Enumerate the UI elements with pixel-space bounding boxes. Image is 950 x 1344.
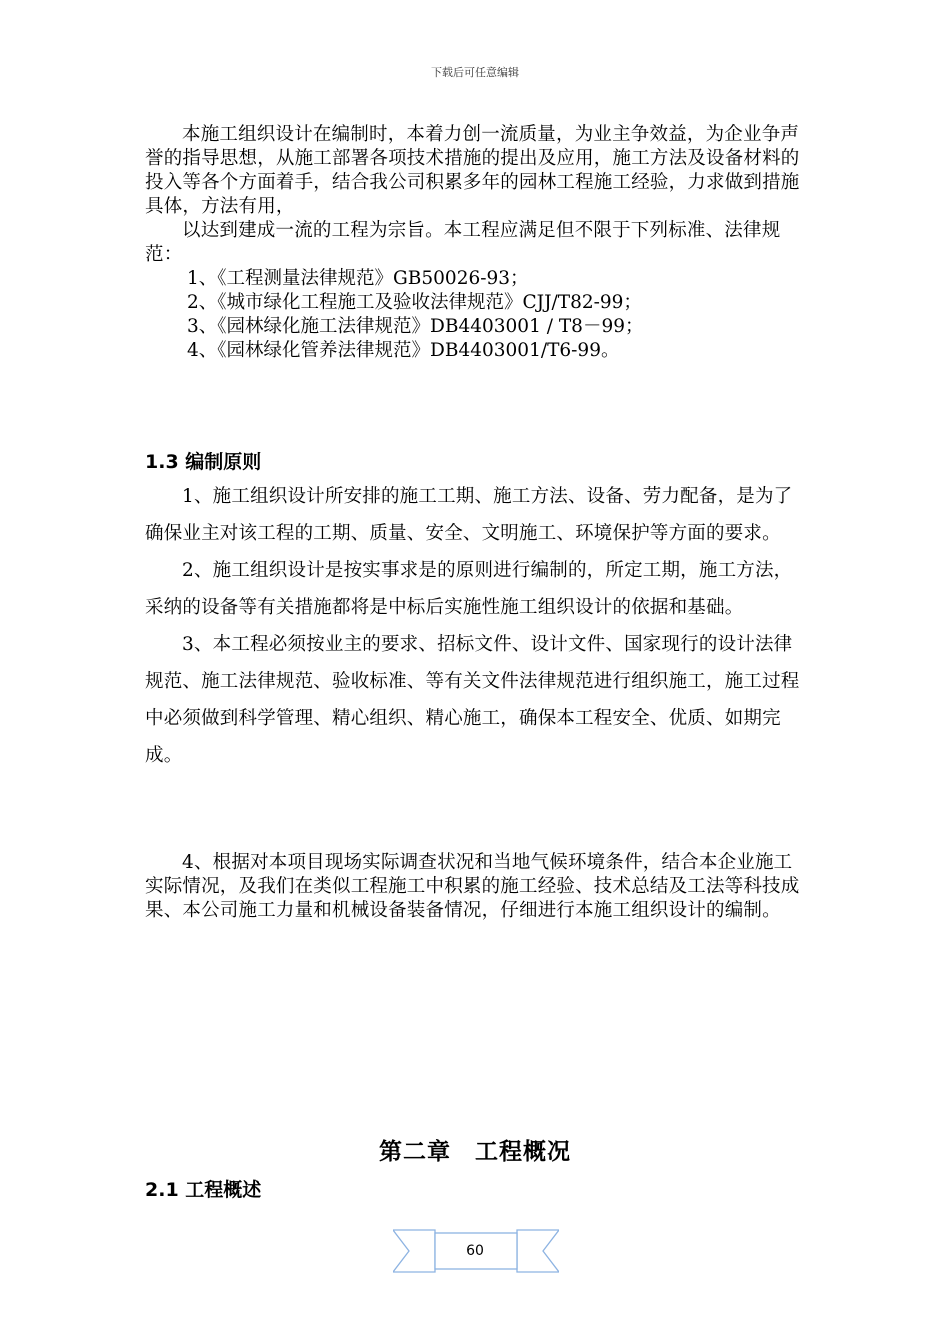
header-note: 下载后可任意编辑 <box>431 66 519 79</box>
principle-item-1: 1、施工组织设计所安排的施工工期、施工方法、设备、劳力配备，是为了确保业主对该工程的工期、质量、安全、文明施工、环境保护等方面的要求。 <box>145 486 793 544</box>
section-heading-2-1: 2.1 工程概述 <box>145 1179 262 1201</box>
standard-item-1: 1、《工程测量法律规范》GB50026-93； <box>187 268 529 289</box>
standard-item-3: 3、《园林绿化施工法律规范》DB4403001 / T8－99； <box>187 316 644 337</box>
principle-item-4: 4、根据对本项目现场实际调查状况和当地气候环境条件，结合本企业施工实际情况，及我们在类似工程施工中积累的施工经验、技术总结及工法等科技成果、本公司施工力量和机械设备装备情况，仔细进行本施工组织设计的编制。 <box>145 852 800 921</box>
principle-item-3: 3、本工程必须按业主的要求、招标文件、设计文件、国家现行的设计法律规范、施工法律规范、验收标准、等有关文件法律规范进行组织施工，施工过程中必须做到科学管理、精心组织、精心施工，确保本工程安全、优质、如期完成。 <box>145 634 800 766</box>
intro-paragraph-1: 本施工组织设计在编制时，本着力创一流质量，为业主争效益，为企业争声誉的指导思想，从施工部署各项技术措施的提出及应用，施工方法及设备材料的投入等各个方面着手，结合我公司积累多年的园林工程施工经验，力求做到措施具体，方法有用， <box>145 124 800 217</box>
section-heading-1-3: 1.3 编制原则 <box>145 451 262 473</box>
standard-item-2: 2、《城市绿化工程施工及验收法律规范》CJJ/T82-99； <box>187 292 642 313</box>
intro-paragraph-2: 以达到建成一流的工程为宗旨。本工程应满足但不限于下列标准、法律规范： <box>145 220 781 265</box>
page-number: 60 <box>466 1243 484 1259</box>
principle-item-2: 2、施工组织设计是按实事求是的原则进行编制的，所定工期，施工方法，采纳的设备等有关措施都将是中标后实施性施工组织设计的依据和基础。 <box>145 560 793 618</box>
chapter-title: 第二章 工程概况 <box>379 1139 571 1165</box>
principles-block <box>145 478 810 774</box>
intro-block <box>145 123 810 363</box>
principle-4-block <box>145 851 810 923</box>
standard-item-4: 4、《园林绿化管养法律规范》DB4403001/T6-99。 <box>187 340 620 361</box>
